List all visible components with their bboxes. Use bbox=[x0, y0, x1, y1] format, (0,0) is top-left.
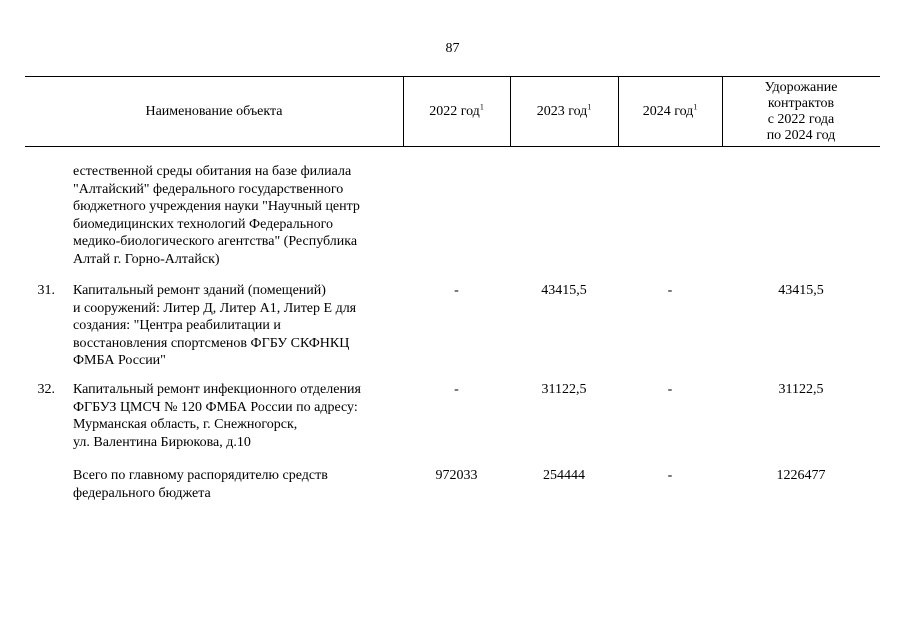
value-2022: - bbox=[454, 283, 459, 298]
header-increase-line: Удорожание bbox=[764, 79, 838, 95]
description-line: ФГБУЗ ЦМСЧ № 120 ФМБА России по адресу: bbox=[73, 399, 358, 415]
footnote-mark: 1 bbox=[587, 101, 592, 111]
description-line: "Алтайский" федерального государственного bbox=[73, 181, 344, 197]
header-2024 bbox=[618, 76, 722, 147]
header-2022 bbox=[403, 76, 510, 147]
row-number: 31. bbox=[37, 283, 55, 298]
header-2024-label: 2024 год bbox=[642, 103, 694, 119]
description-line: Капитальный ремонт инфекционного отделения bbox=[73, 382, 361, 397]
description-line: медико-биологического агентства" (Республика bbox=[73, 234, 358, 249]
value-increase: 1226477 bbox=[776, 468, 826, 483]
header-increase-line: контрактов bbox=[767, 95, 835, 111]
row-description bbox=[73, 467, 403, 502]
footnote-mark: 1 bbox=[693, 101, 698, 111]
description-line: Алтай г. Горно-Алтайск) bbox=[73, 251, 220, 267]
description-line: Капитальный ремонт зданий (помещений) bbox=[73, 283, 326, 298]
description-line: бюджетного учреждения науки "Научный центр bbox=[73, 199, 360, 214]
description-line: ФМБА России" bbox=[73, 353, 166, 368]
value-2024: - bbox=[667, 468, 673, 483]
header-increase bbox=[722, 76, 880, 147]
value-2023: 31122,5 bbox=[541, 382, 587, 397]
header-increase-line: с 2022 года bbox=[767, 111, 835, 127]
description-line: федерального бюджета bbox=[73, 485, 211, 501]
header-name bbox=[25, 76, 403, 147]
row-description bbox=[73, 282, 403, 370]
description-line: создания: "Центра реабилитации и bbox=[73, 318, 281, 333]
value-2023: 43415,5 bbox=[541, 283, 587, 298]
value-2024: - bbox=[667, 283, 673, 298]
value-increase: 43415,5 bbox=[778, 283, 824, 298]
description-line: ул. Валентина Бирюкова, д.10 bbox=[73, 434, 251, 450]
header-increase-line: по 2024 год bbox=[766, 127, 836, 143]
description-line: Мурманская область, г. Снежногорск, bbox=[73, 417, 298, 432]
value-2022: - bbox=[454, 382, 459, 397]
description-line: восстановления спортсменов ФГБУ СКФНКЦ bbox=[73, 335, 350, 351]
value-increase: 31122,5 bbox=[778, 382, 824, 397]
row-description bbox=[73, 163, 403, 268]
value-2024: - bbox=[667, 382, 673, 397]
value-2022: 972033 bbox=[435, 468, 478, 483]
page-number: 87 bbox=[445, 41, 460, 56]
row-description bbox=[73, 381, 403, 451]
description-line: биомедицинских технологий Федерального bbox=[73, 216, 334, 232]
description-line: естественной среды обитания на базе филиала bbox=[73, 164, 352, 179]
value-2023: 254444 bbox=[543, 468, 585, 483]
footnote-mark: 1 bbox=[479, 101, 484, 111]
header-2023 bbox=[510, 76, 618, 147]
header-2023-label: 2023 год bbox=[536, 103, 588, 119]
header-2022-label: 2022 год bbox=[429, 103, 480, 119]
description-line: и сооружений: Литер Д, Литер А1, Литер Е для bbox=[73, 300, 357, 316]
description-line: Всего по главному распорядителю средств bbox=[73, 468, 328, 483]
header-name-label: Наименование объекта bbox=[145, 103, 283, 119]
row-number: 32. bbox=[37, 382, 55, 397]
